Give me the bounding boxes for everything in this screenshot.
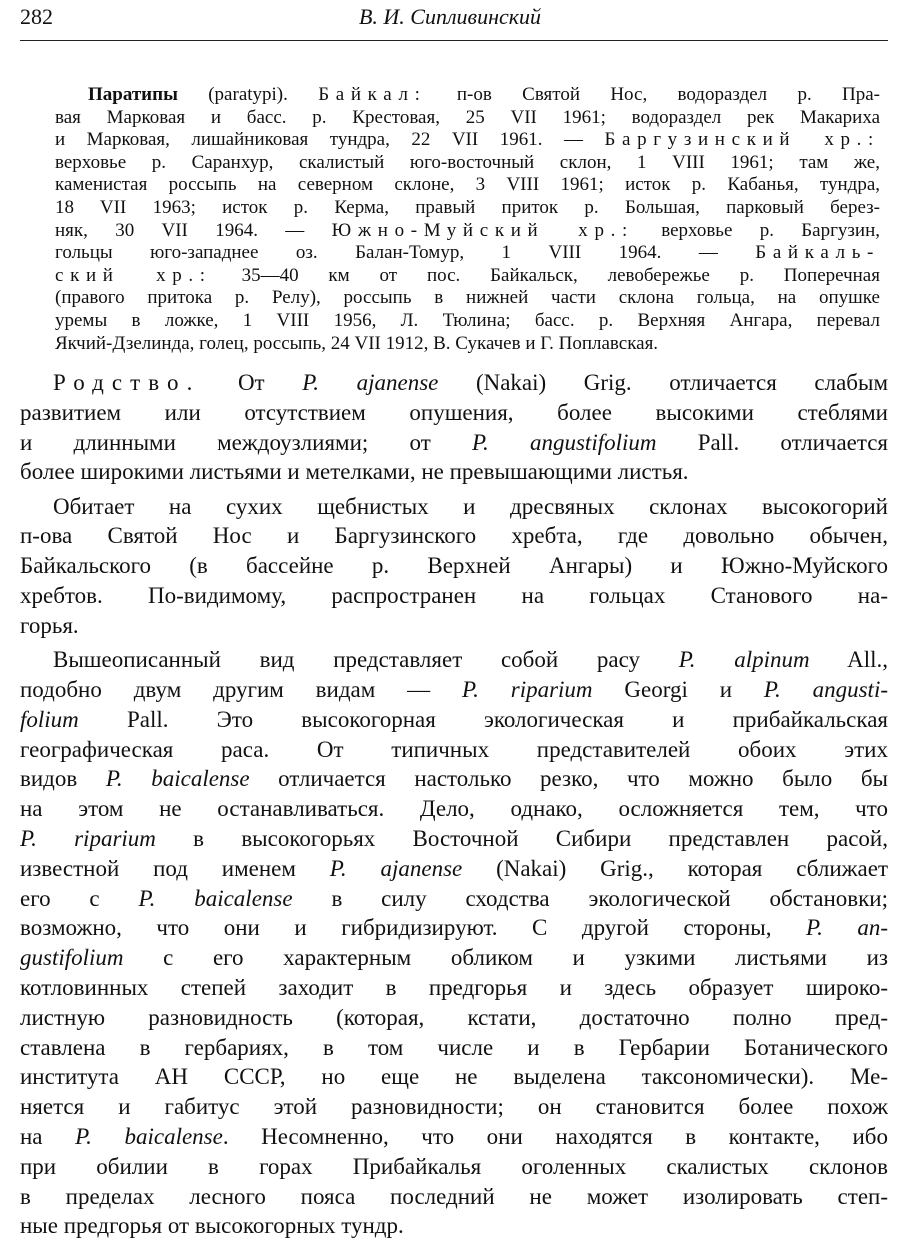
spaced-heading: Баргузинский хр.: <box>604 129 880 151</box>
text-line <box>55 310 880 333</box>
text-line <box>55 174 880 197</box>
text-segment: каменистая россыпь на северном склоне, 3 VIII 1961; исток р. Кабанья, тундра, <box>55 174 880 196</box>
text-line <box>20 645 888 675</box>
taxon-name: gustifolium <box>20 945 124 971</box>
text-segment: няк, 30 VII 1964. — <box>55 219 332 241</box>
text-line <box>20 973 888 1003</box>
text-segment: (paratypi). <box>177 84 319 105</box>
text-line <box>55 287 880 310</box>
text-segment: Georgi и <box>592 676 764 702</box>
text-line <box>20 551 888 581</box>
text-segment: няется и габитус этой разновидности; он становится более похож <box>20 1094 888 1120</box>
text-segment: отличается настолько резко, что можно было бы <box>249 766 888 792</box>
text-line <box>20 611 888 641</box>
text-segment: Якчий-Дзелинда, голец, россыпь, 24 VII 1912, В. Сукачев и Г. Поплавская. <box>55 332 659 354</box>
text-segment: 35—40 км от пос. Байкальск, левобережье р. Поперечная <box>211 264 880 286</box>
paratypes-block <box>55 84 880 355</box>
header-rule <box>20 40 888 41</box>
text-segment: в силу сходства экологической обстановки; <box>292 885 889 911</box>
text-line <box>20 492 888 522</box>
text-line <box>55 220 880 243</box>
text-segment: п-ова Святой Нос и Баргузинского хребта, где довольно обычен, <box>20 523 888 549</box>
text-segment: в пределах лесного пояса последний не может изолировать степ- <box>20 1183 888 1209</box>
taxon-name: P. baicalense <box>105 766 250 792</box>
text-line <box>20 913 888 943</box>
text-segment: на этом не останавливаться. Дело, однако, осложняется тем, что <box>20 796 888 822</box>
text-line <box>20 884 888 914</box>
taxon-name: P. riparium <box>20 825 156 851</box>
text-segment: 18 VII 1963; исток р. Керма, правый приток р. Большая, парковый берез- <box>55 196 880 218</box>
bold-label: Паратипы <box>88 84 178 105</box>
text-line <box>20 428 888 458</box>
text-line <box>55 265 880 288</box>
taxon-name: P. angustifolium <box>471 429 657 455</box>
text-segment: видов <box>20 766 106 792</box>
text-segment: его с <box>20 885 139 911</box>
text-segment: верховье р. Баргузин, <box>633 219 881 241</box>
body-text <box>20 368 888 1241</box>
taxon-name: folium <box>20 706 79 732</box>
text-line <box>55 242 880 265</box>
text-segment: с его характерным обликом и узкими листьями из <box>123 945 888 971</box>
text-line <box>55 129 880 152</box>
spaced-heading: ский хр.: <box>55 264 212 286</box>
text-segment: в высокогорьях Восточной Сибири представлен расой, <box>155 825 888 851</box>
taxon-name: P. baicalense <box>138 885 293 911</box>
text-line <box>20 521 888 551</box>
taxon-name: P. riparium <box>462 676 593 702</box>
text-line <box>20 943 888 973</box>
text-segment: Байкальского (в бассейне р. Верхней Ангары) и Южно-Муйского <box>20 553 888 579</box>
text-segment: Pall. Это высокогорная экологическая и прибайкальская <box>78 706 888 732</box>
text-line <box>20 794 888 824</box>
text-line <box>20 1182 888 1212</box>
paragraph <box>20 368 888 487</box>
text-line <box>20 1062 888 1092</box>
text-line <box>55 84 880 107</box>
text-segment: От <box>200 370 303 395</box>
text-line <box>20 735 888 765</box>
text-line <box>20 457 888 487</box>
text-line <box>20 1092 888 1122</box>
text-segment: Вышеописанный вид представляет собой расу <box>53 647 679 673</box>
taxon-name: P. baicalense <box>75 1123 223 1149</box>
page-number: 282 <box>20 4 53 29</box>
text-segment: и длинными междоузлиями; от <box>20 429 472 455</box>
text-line <box>20 581 888 611</box>
text-line <box>20 1152 888 1182</box>
text-segment: развитием или отсутствием опушения, более высокими стеблями <box>20 399 888 425</box>
text-line <box>20 1033 888 1063</box>
text-segment: листную разновидность (которая, кстати, достаточно полно пред- <box>20 1004 888 1030</box>
text-segment: горья. <box>20 612 79 638</box>
paragraph <box>20 645 888 1241</box>
text-segment: верховье р. Саранхур, скалистый юго-восточный склон, 1 VIII 1961; там же, <box>55 151 880 173</box>
text-segment: подобно двум другим видам — <box>20 676 463 702</box>
spaced-heading: Байкал: <box>318 84 427 105</box>
text-line <box>20 675 888 705</box>
taxon-name: P. an- <box>805 915 888 941</box>
text-segment: (правого притока р. Релу), россыпь в нижней части склона гольца, на опушке <box>55 287 880 309</box>
text-line <box>20 1122 888 1152</box>
text-segment: Обитает на сухих щебнистых и дресвяных склонах высокогорий <box>53 493 888 519</box>
text-segment: котловинных степей заходит в предгорья и здесь образует широко- <box>20 974 888 1000</box>
text-segment: ставлена в гербариях, в том числе и в Гербарии Ботанического <box>20 1034 888 1060</box>
spaced-heading: Южно-Муйский хр.: <box>331 219 634 241</box>
text-segment: All., <box>809 647 888 673</box>
text-line <box>20 1211 888 1241</box>
paragraph <box>20 492 888 641</box>
taxon-name: P. ajanense <box>329 855 463 881</box>
text-segment: уремы в ложке, 1 VIII 1956, Л. Тюлина; басс. р. Верхняя Ангара, перевал <box>55 309 880 331</box>
text-line <box>55 107 880 130</box>
text-segment: хребтов. По-видимому, распространен на гольцах Станового на- <box>20 583 888 609</box>
text-segment: более широкими листьями и метелками, не превышающими листья. <box>20 459 689 485</box>
text-segment: вая Марковая и басс. р. Крестовая, 25 VII 1961; водораздел рек Макариха <box>55 106 880 128</box>
text-segment: . Несомненно, что они находятся в контакте, ибо <box>222 1123 888 1149</box>
text-segment: Pall. отличается <box>656 429 888 455</box>
running-title: В. И. Сипливинский <box>358 4 542 29</box>
text-line <box>55 197 880 220</box>
text-line <box>20 398 888 428</box>
text-segment: и Марковая, лишайниковая тундра, 22 VII 1961. — <box>55 129 605 151</box>
taxon-name: P. alpinum <box>678 647 810 673</box>
text-segment: (Nakai) Grig. отличается слабым <box>438 370 888 395</box>
text-segment: п-ов Святой Нос, водораздел р. Пра- <box>426 84 880 105</box>
text-segment: гольцы юго-западнее оз. Балан-Томур, 1 VIII 1964. — <box>55 242 756 264</box>
text-line <box>20 705 888 735</box>
text-line <box>20 1003 888 1033</box>
taxon-name: P. angusti- <box>763 676 888 702</box>
text-segment: известной под именем <box>20 855 330 881</box>
text-segment: при обилии в горах Прибайкалья оголенных скалистых склонов <box>20 1153 888 1179</box>
taxon-name: P. ajanense <box>302 370 439 395</box>
text-segment: на <box>20 1123 76 1149</box>
text-line <box>20 824 888 854</box>
text-line <box>55 333 880 356</box>
text-segment: ные предгорья от высокогорных тундр. <box>20 1213 404 1239</box>
text-segment: (Nakai) Grig., которая сближает <box>462 855 888 881</box>
spaced-heading: Родство. <box>53 370 201 395</box>
text-segment: географическая раса. От типичных представителей обоих этих <box>20 736 888 762</box>
text-segment: возможно, что они и гибридизируют. С другой стороны, <box>20 915 806 941</box>
spaced-heading: Байкаль- <box>755 242 880 264</box>
text-line <box>20 854 888 884</box>
text-line <box>20 764 888 794</box>
text-line <box>20 368 888 398</box>
text-segment: института АН СССР, но еще не выделена таксономически). Ме- <box>20 1064 888 1090</box>
text-line <box>55 152 880 175</box>
